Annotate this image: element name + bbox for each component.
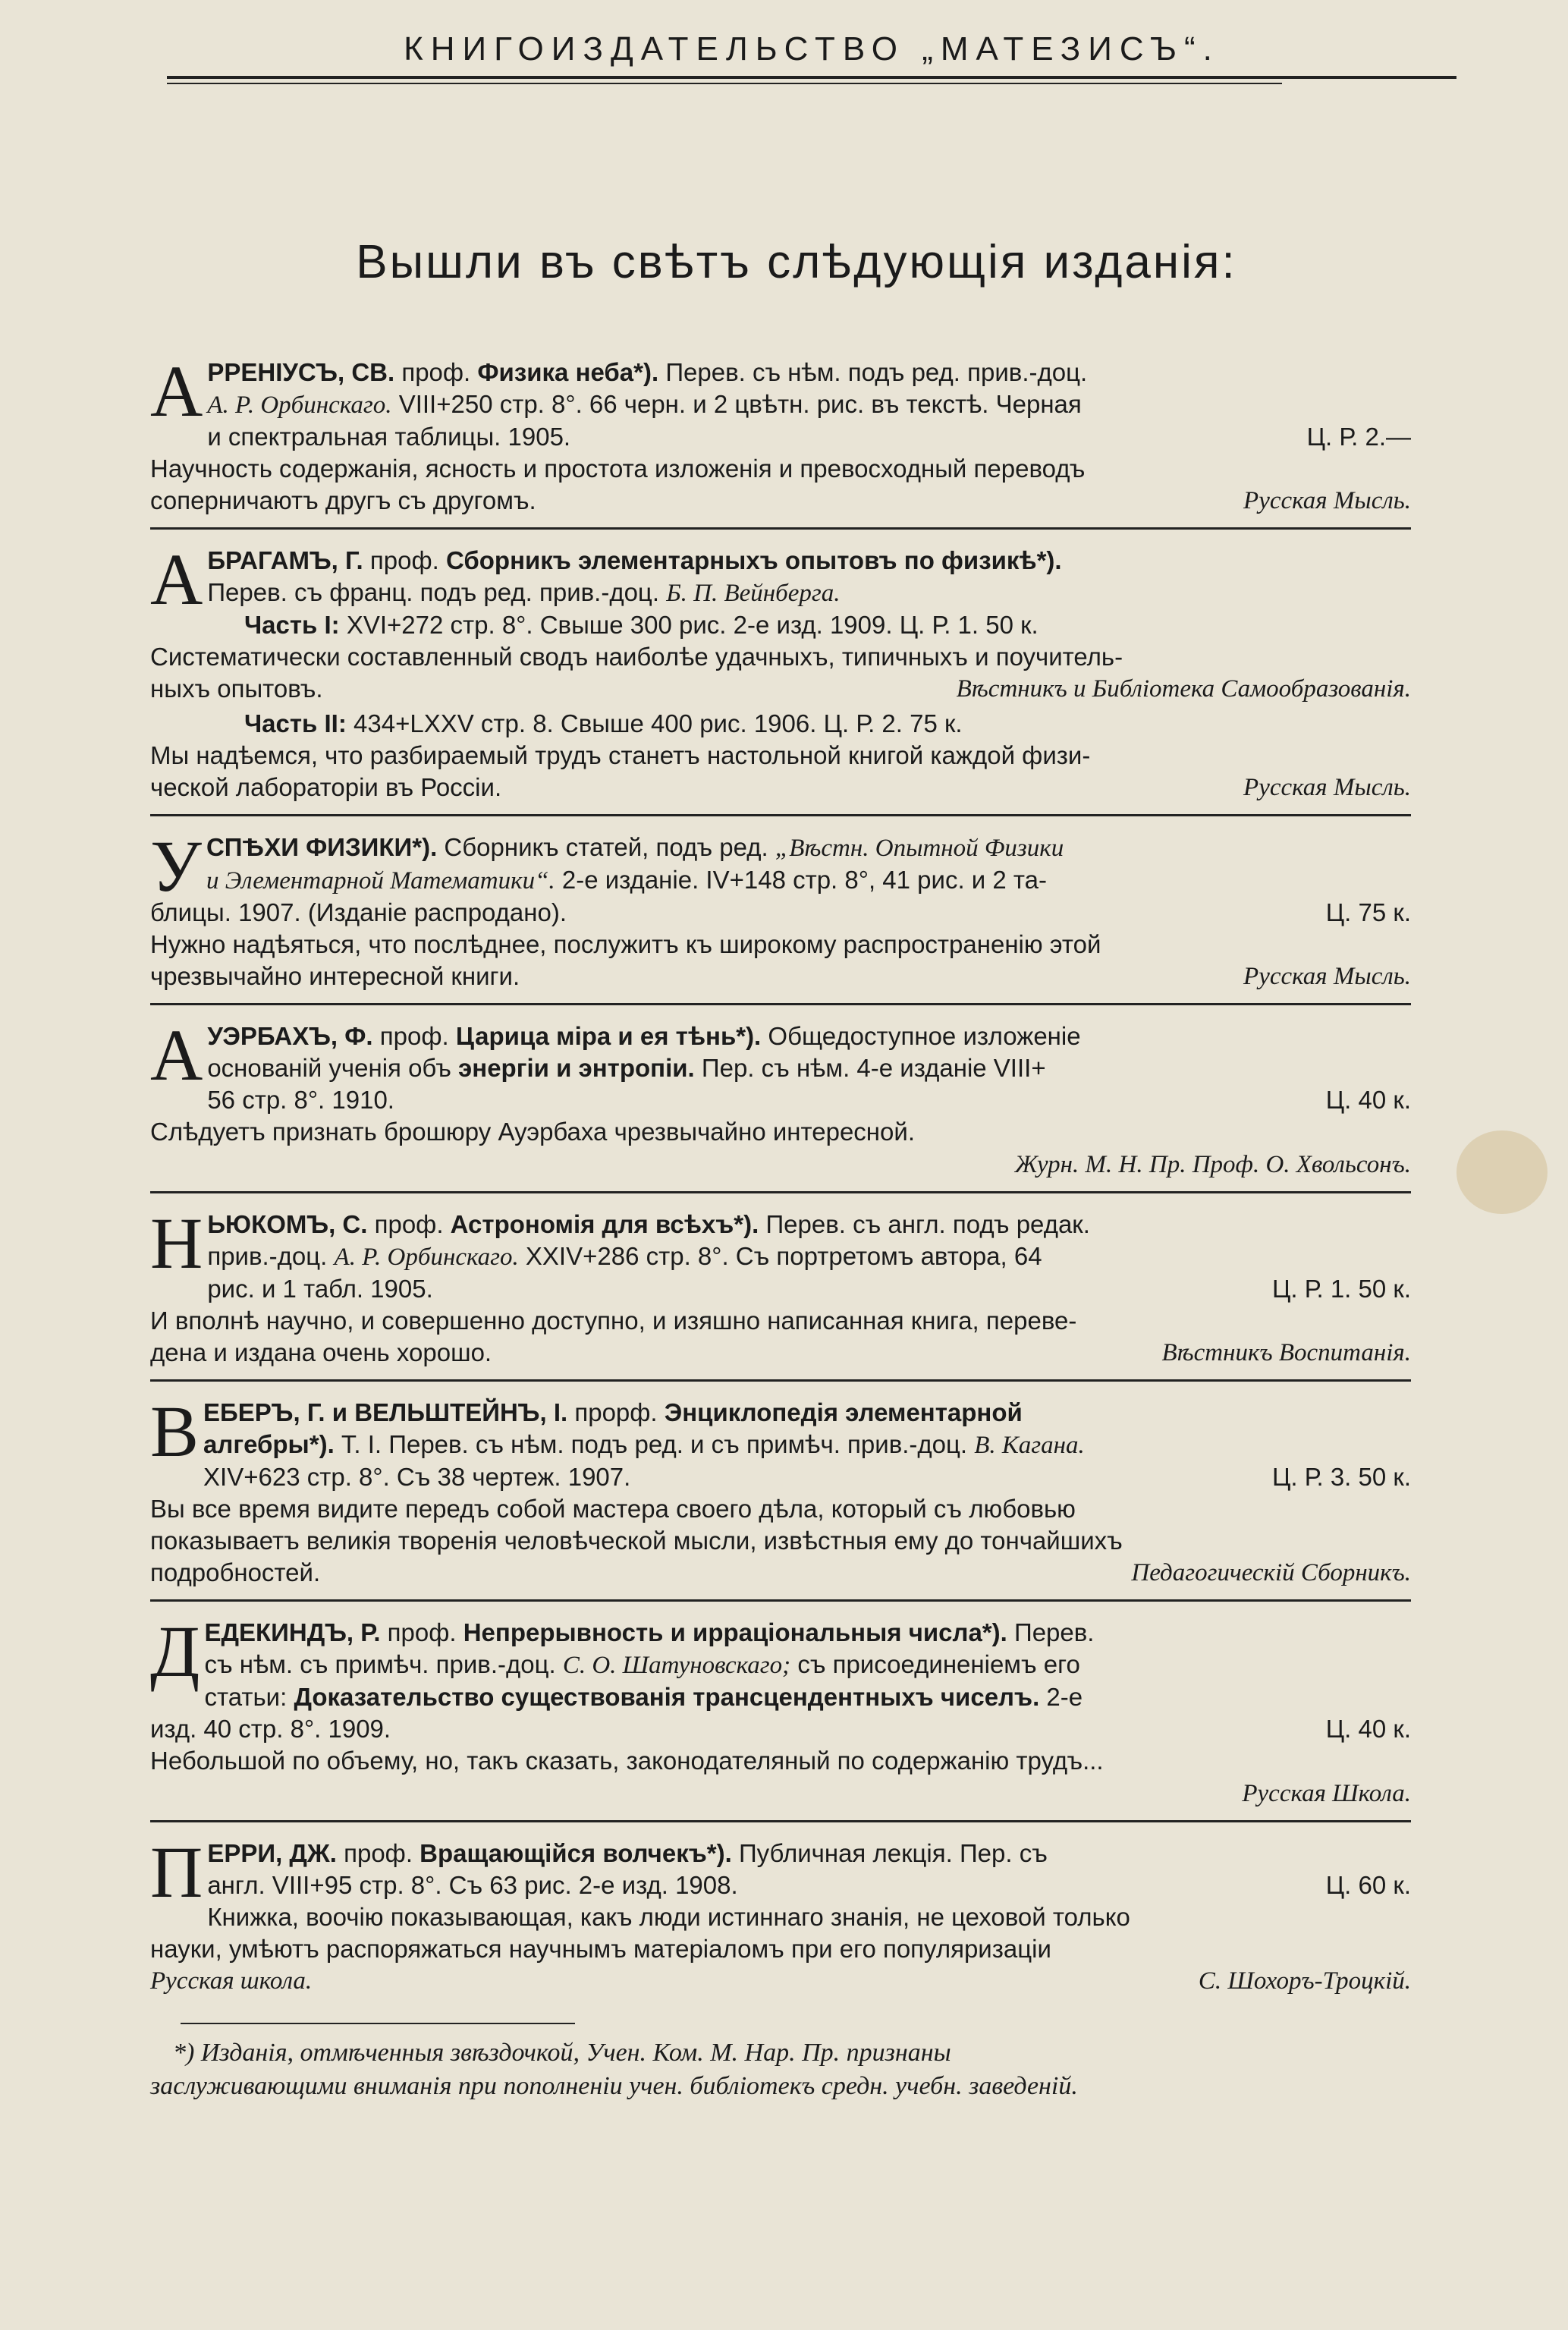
review-source-left: Русская школа. xyxy=(150,1967,313,1995)
drop-cap: Н xyxy=(150,1203,203,1284)
review-source: Русская Школа. xyxy=(1242,1780,1411,1807)
entry-price: Ц. Р. 2.— xyxy=(1306,423,1411,451)
entry-price: Ц. 40 к. xyxy=(1325,1715,1411,1743)
entry-author: ЬЮКОМЪ, С. xyxy=(207,1210,368,1238)
entry-editor: А. Р. Орбинскаго. xyxy=(207,391,392,419)
page-heading: Вышли въ свѣтъ слѣдующія изданія: xyxy=(356,236,1237,288)
entry-title: Вращающійся волчекъ*). xyxy=(419,1839,732,1867)
entry-editor: Б. П. Вейнберга. xyxy=(666,580,841,607)
header-rule-thin xyxy=(167,83,1282,84)
entry-author: РРЕНІУСЪ, СВ. xyxy=(207,358,395,386)
review-source: Вѣстникъ Воспитанія. xyxy=(1161,1339,1411,1366)
catalog-entry-abraham: А БРАГАМЪ, Г. проф. Сборникъ элементарныхъ опытовъ по физикѣ*). Перев. съ франц. подъ ред. прив.-доц. Б. П. Вейнберга. Часть I: XVI+272 стр. 8°. Свыше 300 рис. 2-е изд. 1909. Ц. Р. 1. 50 к. Систематически составленный сводъ наиболѣе удачныхъ, типичныхъ и поучитель- ныхъ опытовъ. Вѣстникъ и Библіотека Самообразованія. Часть II: 434+LXXV стр. 8. Свыше 400 рис. 1906. Ц. Р. 2. 75 к. Мы надѣемся, что разбираемый трудъ станетъ настольной книгой каждой физи- ческой лабораторіи въ Россіи. Русская Мысль. xyxy=(150,545,1411,803)
entry-price: Ц. 60 к. xyxy=(1325,1871,1411,1899)
publisher-header xyxy=(167,30,1456,84)
footnote: *) Изданія, отмѣченныя звѣздочкой, Учен. Ком. М. Нар. Пр. признаны заслуживающими вниманія при пополненіи учен. библіотекъ средн. учебн. заведеній. xyxy=(150,2039,1078,2100)
entry-price: Ц. 75 к. xyxy=(1325,898,1411,926)
entry-editor: „Вѣстн. Опытной Физики xyxy=(775,835,1064,862)
entry-divider xyxy=(150,1820,1411,1822)
review-source: С. Шохоръ-Троцкій. xyxy=(1198,1967,1411,1995)
entry-author: УЭРБАХЪ, Ф. xyxy=(207,1022,373,1050)
entry-review: Слѣдуетъ признать брошюру Ауэрбаха чрезвычайно интересной. xyxy=(150,1118,915,1146)
entry-divider xyxy=(150,1003,1411,1005)
review-source: Вѣстникъ и Библіотека Самообразованія. xyxy=(956,675,1411,703)
entry-review: Мы надѣемся, что разбираемый трудъ станетъ настольной книгой каждой физи- xyxy=(150,741,1091,769)
entry-review: И вполнѣ научно, и совершенно доступно, и изяшно написанная книга, переве- xyxy=(150,1306,1077,1335)
drop-cap: Д xyxy=(150,1611,200,1692)
entry-title: СПѢХИ ФИЗИКИ*). xyxy=(206,833,438,861)
entry-title: Энциклопедія элементарной xyxy=(664,1398,1023,1426)
entry-author: БРАГАМЪ, Г. xyxy=(207,546,363,574)
entry-price: Ц. Р. 1. 50 к. xyxy=(1271,1275,1411,1303)
review-source: Педагогическій Сборникъ. xyxy=(1131,1559,1411,1586)
part-label: Часть II: xyxy=(244,709,347,737)
publisher-title: КНИГОИЗДАТЕЛЬСТВО „МАТЕЗИСЪ“. xyxy=(404,30,1220,68)
part-label: Часть I: xyxy=(244,611,340,639)
paper-stain xyxy=(1456,1130,1548,1214)
entry-divider xyxy=(150,527,1411,530)
drop-cap: П xyxy=(150,1832,203,1913)
entry-title: Сборникъ элементарныхъ опытовъ по физикѣ*). xyxy=(445,546,1062,574)
header-rule xyxy=(167,76,1456,79)
entry-review: Нужно надѣяться, что послѣднее, послужитъ къ широкому распространенію этой xyxy=(150,930,1101,958)
entry-review: Вы все время видите передъ собой мастера своего дѣла, который съ любовью xyxy=(150,1495,1076,1523)
catalog-list xyxy=(150,351,1411,2103)
catalog-entry-newcomb: Н ЬЮКОМЪ, С. проф. Астрономія для всѣхъ*). Перев. съ англ. подъ редак. прив.-доц. А. Р. Орбинскаго. XXIV+286 стр. 8°. Съ портретомъ автора, 64 рис. и 1 табл. 1905. Ц. Р. 1. 50 к. И вполнѣ научно, и совершенно доступно, и изяшно написанная книга, переве- дена и издана очень хорошо. Вѣстникъ Воспитанія. xyxy=(150,1209,1411,1369)
footnote-rule xyxy=(181,2023,575,2024)
entry-review: Книжка, воочію показывающая, какъ люди истиннаго знанія, не цеховой только xyxy=(207,1903,1130,1931)
drop-cap: В xyxy=(150,1391,200,1472)
entry-price: Ц. Р. 3. 50 к. xyxy=(1271,1463,1411,1491)
catalog-entry-auerbach: А УЭРБАХЪ, Ф. проф. Царица міра и ея тѣнь*). Общедоступное изложеніе основаній ученія объ энергіи и энтропіи. Пер. съ нѣм. 4-е изданіе VIII+ 56 стр. 8°. 1910. Ц. 40 к. Слѣдуетъ признать брошюру Ауэрбаха чрезвычайно интересной. Журн. М. Н. Пр. Проф. О. Хвольсонъ. xyxy=(150,1014,1411,1178)
review-source: Русская Мысль. xyxy=(1243,963,1411,990)
entry-divider xyxy=(150,814,1411,816)
catalog-entry-arrhenius: А РРЕНІУСЪ, СВ. проф. Физика неба*). Перев. съ нѣм. подъ ред. прив.-доц. А. Р. Орбинскаго. VIII+250 стр. 8°. 66 черн. и 2 цвѣтн. рис. въ текстѣ. Черная и спектральная таблицы. 1905. Ц. Р. 2.— Научность содержанія, ясность и простота изложенія и превосходный переводъ соперничаютъ другъ съ другомъ. Русская Мысль. xyxy=(150,357,1411,517)
entry-divider xyxy=(150,1599,1411,1602)
entry-editor: А. Р. Орбинскаго. xyxy=(334,1244,519,1271)
drop-cap: А xyxy=(150,539,203,620)
entry-title: Царица міра и ея тѣнь*). xyxy=(455,1022,762,1050)
drop-cap: А xyxy=(150,351,203,432)
catalog-entry-weber: В ЕБЕРЪ, Г. и ВЕЛЬШТЕЙНЪ, I. прорф. Энциклопедія элементарной алгебры*). Т. I. Перев. съ нѣм. подъ ред. и съ примѣч. прив.-доц. В. Кагана. XIV+623 стр. 8°. Съ 38 чертеж. 1907. Ц. Р. 3. 50 к. Вы все время видите передъ собой мастера своего дѣла, который съ любовью показываетъ великія творенія человѣческой мысли, извѣстныя ему до тончайшихъ подробностей. Педагогическій Сборникъ. xyxy=(150,1397,1411,1589)
catalog-entry-uspekhi: У СПѢХИ ФИЗИКИ*). Сборникъ статей, подъ ред. „Вѣстн. Опытной Физики и Элементарной Математики“. 2-е изданіе. IV+148 стр. 8°, 41 рис. и 2 та- блицы. 1907. (Изданіе распродано). Ц. 75 к. Нужно надѣяться, что послѣднее, послужитъ къ широкому распространенію этой чрезвычайно интересной книги. Русская Мысль. xyxy=(150,832,1411,992)
entry-author: ЕБЕРЪ, Г. и ВЕЛЬШТЕЙНЪ, I. xyxy=(203,1398,568,1426)
entry-title: Физика неба*). xyxy=(477,358,659,386)
catalog-entry-perry: П ЕРРИ, ДЖ. проф. Вращающійся волчекъ*). Публичная лекція. Пер. съ англ. VIII+95 стр. 8°. Съ 63 рис. 2-е изд. 1908. Ц. 60 к. Книжка, воочію показывающая, какъ люди истиннаго знанія, не цеховой только науки, умѣютъ распоряжаться научнымъ матеріаломъ при его популяризаціи Русская школа. С. Шохоръ-Троцкій. xyxy=(150,1838,1411,1997)
entry-author: ЕДЕКИНДЪ, Р. xyxy=(204,1618,381,1646)
entry-review: Небольшой по объему, но, такъ сказать, законодателяный по содержанію трудъ... xyxy=(150,1747,1104,1775)
entry-author: ЕРРИ, ДЖ. xyxy=(207,1839,337,1867)
review-source: Русская Мысль. xyxy=(1243,774,1411,801)
entry-price: Ц. 40 к. xyxy=(1325,1086,1411,1114)
entry-editor: В. Кагана. xyxy=(974,1432,1085,1459)
entry-title: Непрерывность и ирраціональныя числа*). xyxy=(463,1618,1007,1646)
entry-review: Научность содержанія, ясность и простота изложенія и превосходный переводъ xyxy=(150,454,1086,483)
entry-review: Систематически составленный сводъ наиболѣе удачныхъ, типичныхъ и поучитель- xyxy=(150,643,1123,671)
entry-divider xyxy=(150,1379,1411,1382)
review-source: Журн. М. Н. Пр. Проф. О. Хвольсонъ. xyxy=(1014,1151,1411,1178)
entry-divider xyxy=(150,1191,1411,1193)
entry-editor: С. О. Шатуновскаго; xyxy=(562,1652,791,1679)
drop-cap: А xyxy=(150,1014,203,1096)
drop-cap: У xyxy=(150,825,202,907)
entry-title: Астрономія для всѣхъ*). xyxy=(450,1210,759,1238)
review-source: Русская Мысль. xyxy=(1243,487,1411,514)
catalog-entry-dedekind: Д ЕДЕКИНДЪ, Р. проф. Непрерывность и ирраціональныя числа*). Перев. съ нѣм. съ примѣч. прив.-доц. С. О. Шатуновскаго; съ присоединеніемъ его статьи: Доказательство существованія трансцендентныхъ чиселъ. 2-е изд. 40 стр. 8°. 1909. Ц. 40 к. Небольшой по объему, но, такъ сказать, законодателяный по содержанію трудъ... Русская Школа. xyxy=(150,1611,1411,1807)
